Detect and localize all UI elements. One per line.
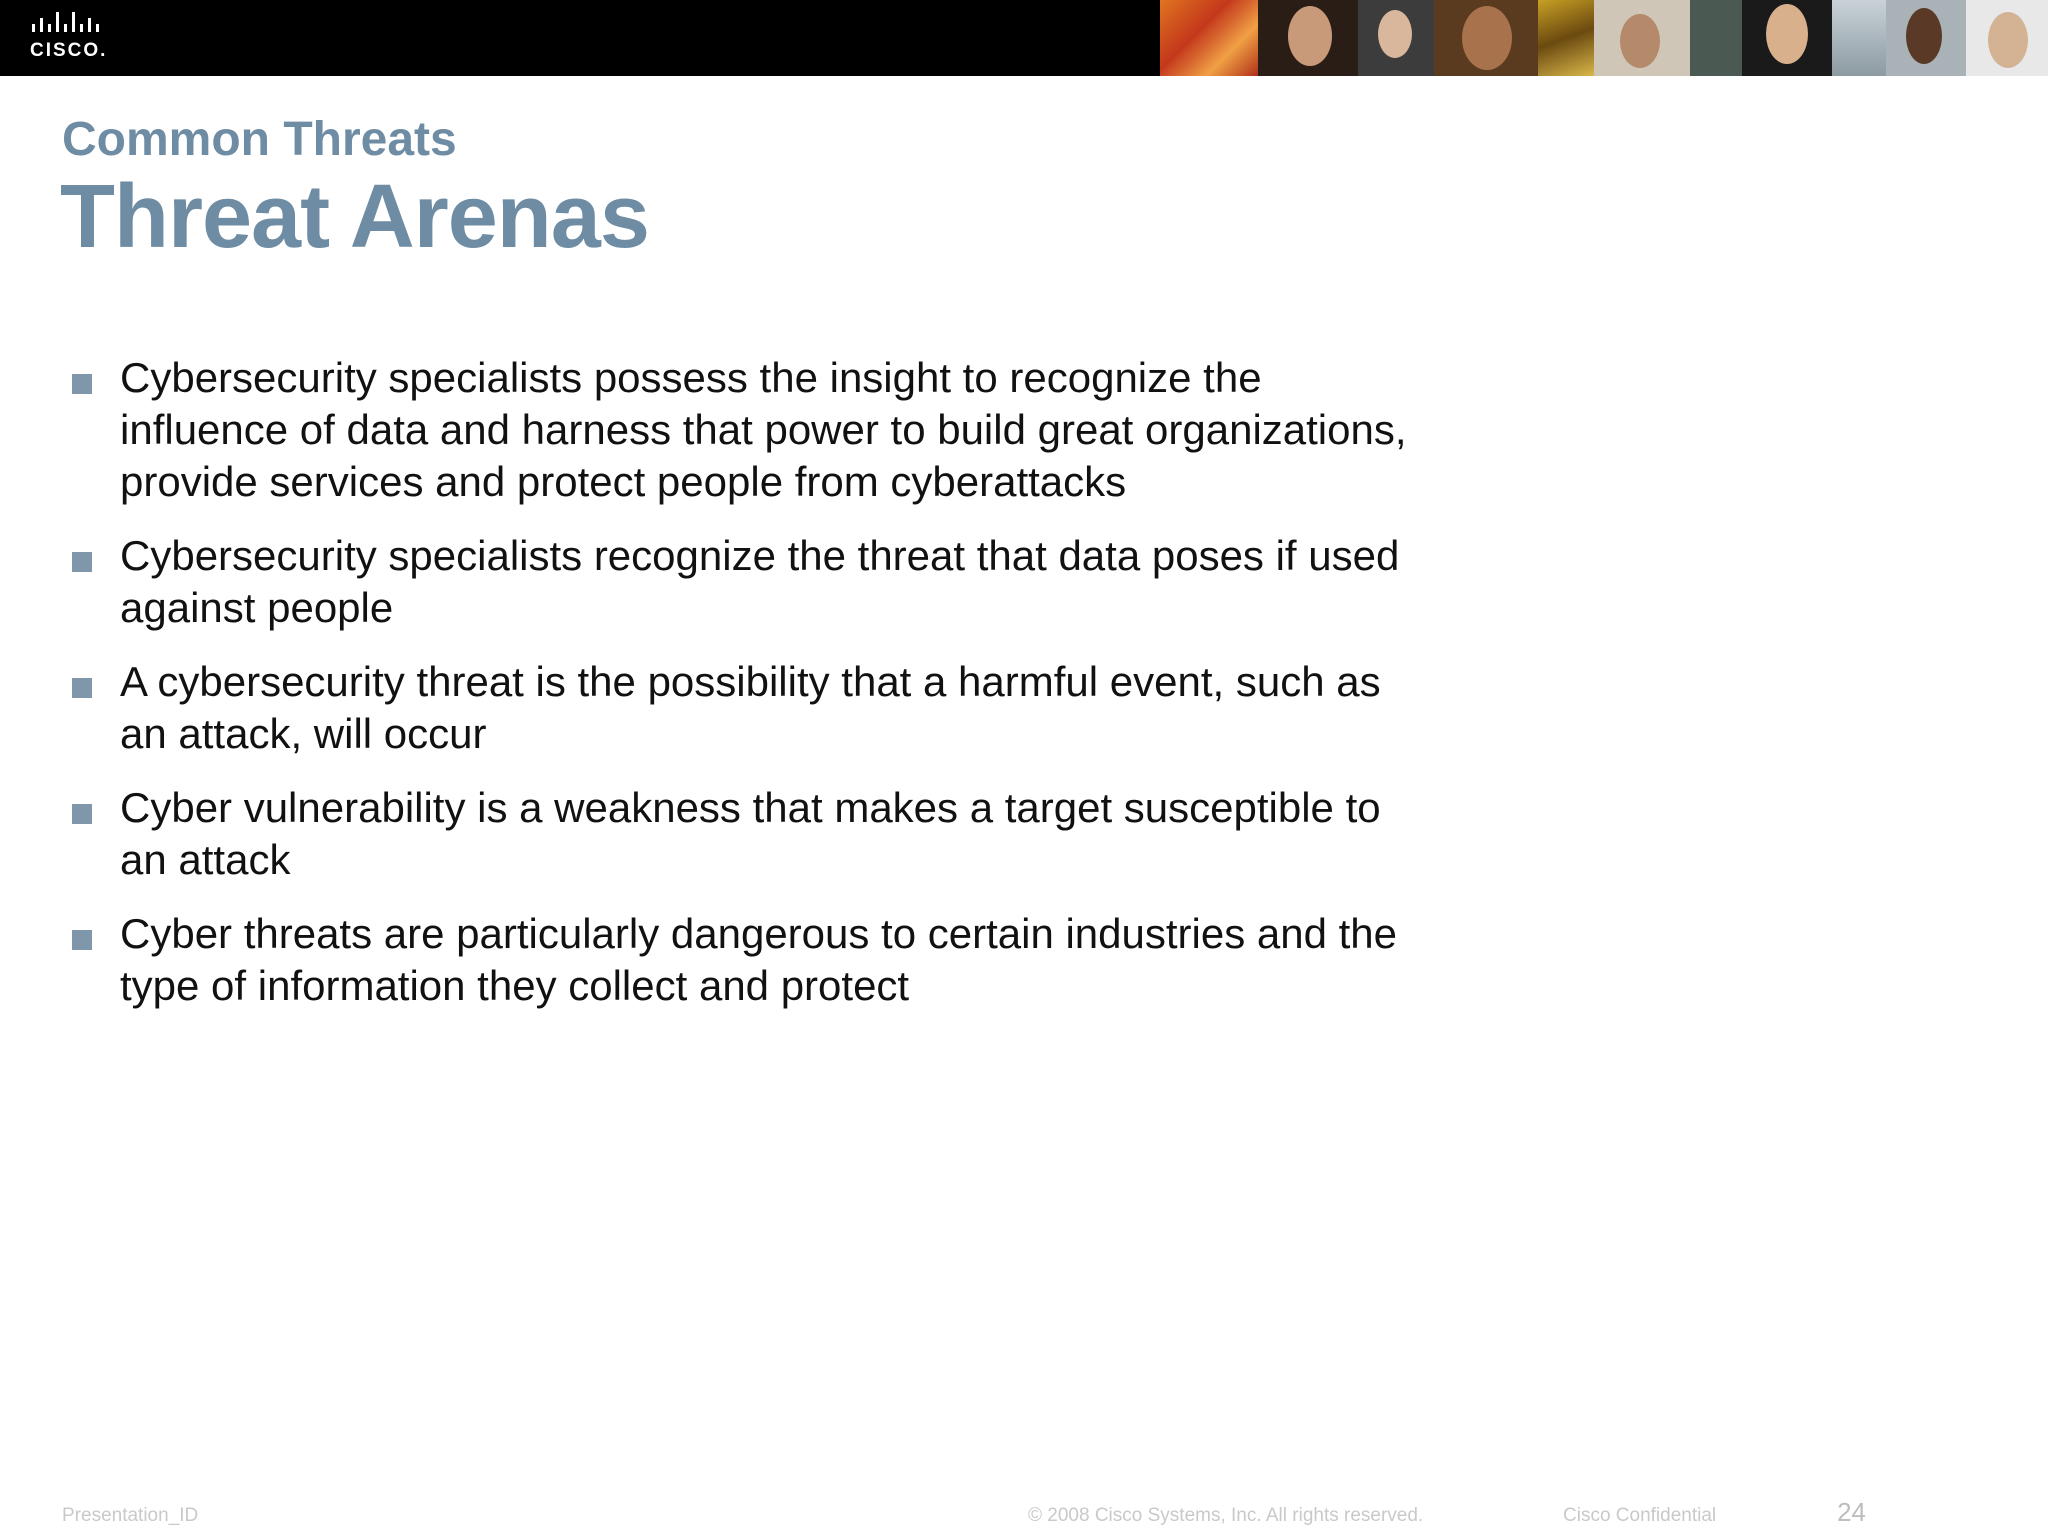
cisco-bars-icon — [30, 12, 120, 40]
bullet-item — [68, 656, 1428, 760]
square-bullet-icon — [72, 552, 92, 572]
bullet-item — [68, 530, 1428, 634]
page-number: 24 — [1837, 1497, 1866, 1527]
square-bullet-icon — [72, 930, 92, 950]
cisco-logo — [30, 12, 120, 64]
cisco-wordmark: CISCO. — [30, 40, 108, 61]
header-photo-strip — [1160, 0, 2048, 76]
bullet-text: Cyber vulnerability is a weakness that makes a target susceptible to an attack — [120, 784, 1381, 883]
footer-copyright: © 2008 Cisco Systems, Inc. All rights reserved. — [1028, 1505, 1424, 1526]
header-bar — [0, 0, 2048, 76]
header-photo-chalkboard — [1690, 0, 1742, 76]
header-photo-person — [1258, 0, 1358, 76]
footer-confidential: Cisco Confidential — [1563, 1505, 1717, 1526]
square-bullet-icon — [72, 374, 92, 394]
bullet-item — [68, 352, 1428, 508]
header-photo-person — [1358, 0, 1434, 76]
header-photo-person — [1594, 0, 1690, 76]
header-photo-person — [1742, 0, 1832, 76]
bullet-text: A cybersecurity threat is the possibility that a harmful event, such as an attack, will occur — [120, 658, 1381, 757]
header-photo-person — [1886, 0, 1966, 76]
slide-title: Threat Arenas — [60, 167, 649, 267]
bullet-text: Cybersecurity specialists possess the insight to recognize the influence of data and harness that power to build great organizations, provide services and protect people from cyberattacks — [120, 354, 1407, 505]
header-photo-person — [1434, 0, 1538, 76]
header-photo-person — [1966, 0, 2048, 76]
square-bullet-icon — [72, 804, 92, 824]
bullet-text: Cybersecurity specialists recognize the threat that data poses if used against people — [120, 532, 1400, 631]
header-photo-pattern — [1538, 0, 1594, 76]
square-bullet-icon — [72, 678, 92, 698]
bullet-text: Cyber threats are particularly dangerous to certain industries and the type of information they collect and protect — [120, 910, 1398, 1009]
bullet-list — [68, 352, 1428, 1034]
header-photo-mosaic — [1160, 0, 1258, 76]
bullet-item — [68, 782, 1428, 886]
footer-presentation-id: Presentation_ID — [62, 1505, 199, 1526]
bullet-item — [68, 908, 1428, 1012]
slide-subtitle: Common Threats — [62, 113, 457, 166]
header-photo-blur — [1832, 0, 1886, 76]
